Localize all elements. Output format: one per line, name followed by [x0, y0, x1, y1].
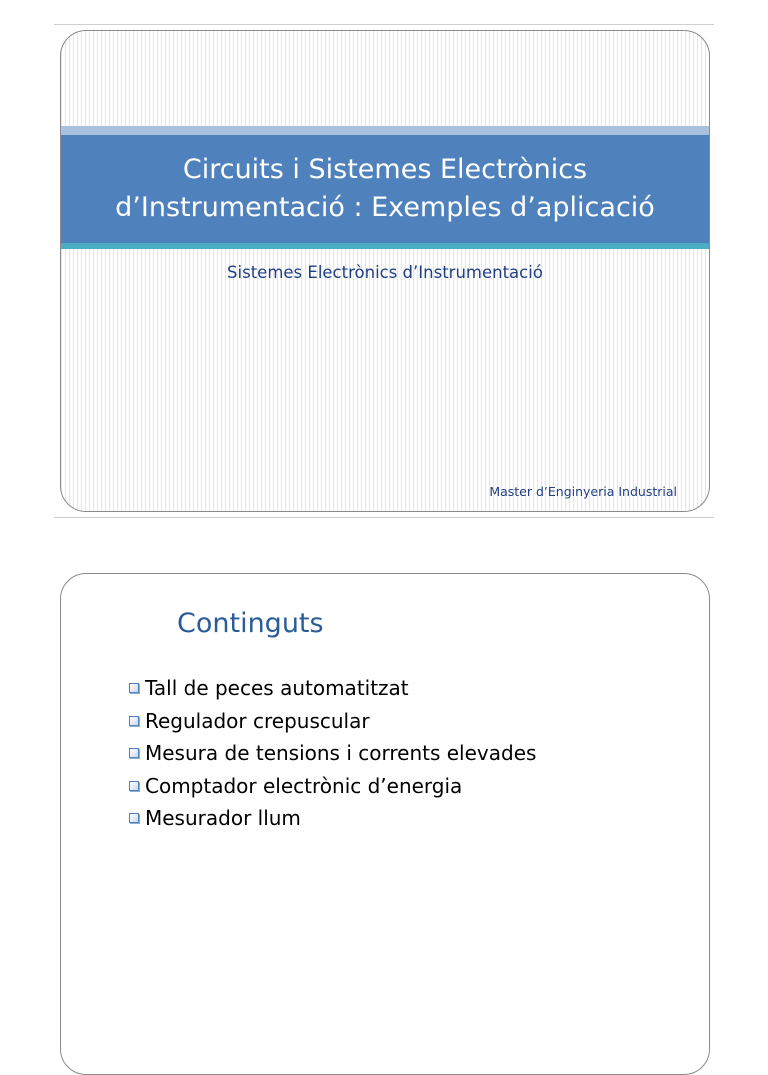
page-divider-top — [54, 24, 714, 25]
slide-title — [61, 135, 709, 243]
list-item-label: Tall de peces automatitzat — [145, 676, 409, 701]
title-band-top-stripe — [61, 126, 709, 135]
title-slide — [60, 30, 710, 512]
slide-title-line1: Circuits i Sistemes Electrònics — [182, 154, 588, 185]
slide-subtitle: Sistemes Electrònics d’Instrumentació — [227, 263, 543, 282]
contents-heading: Continguts — [177, 608, 324, 639]
square-bullet-icon — [129, 683, 139, 693]
list-item-label: Mesurador llum — [145, 806, 301, 831]
square-bullet-icon — [129, 813, 139, 823]
square-bullet-icon — [129, 748, 139, 758]
slide-footer: Master d’Enginyeria Industrial — [489, 484, 677, 499]
square-bullet-icon — [129, 781, 139, 791]
slide-title-line2: d’Instrumentació : Exemples d’aplicació — [115, 192, 655, 223]
title-band-bottom-stripe — [61, 243, 709, 249]
list-item — [129, 770, 536, 803]
page-divider-bottom — [54, 517, 714, 518]
list-item — [129, 672, 536, 705]
list-item-label: Mesura de tensions i corrents elevades — [145, 741, 537, 766]
contents-slide — [60, 573, 710, 1075]
list-item — [129, 737, 536, 770]
list-item-label: Comptador electrònic d’energia — [145, 773, 463, 798]
square-bullet-icon — [129, 716, 139, 726]
list-item — [129, 705, 536, 738]
list-item-label: Regulador crepuscular — [145, 708, 370, 733]
list-item — [129, 802, 536, 835]
contents-list — [129, 672, 536, 835]
